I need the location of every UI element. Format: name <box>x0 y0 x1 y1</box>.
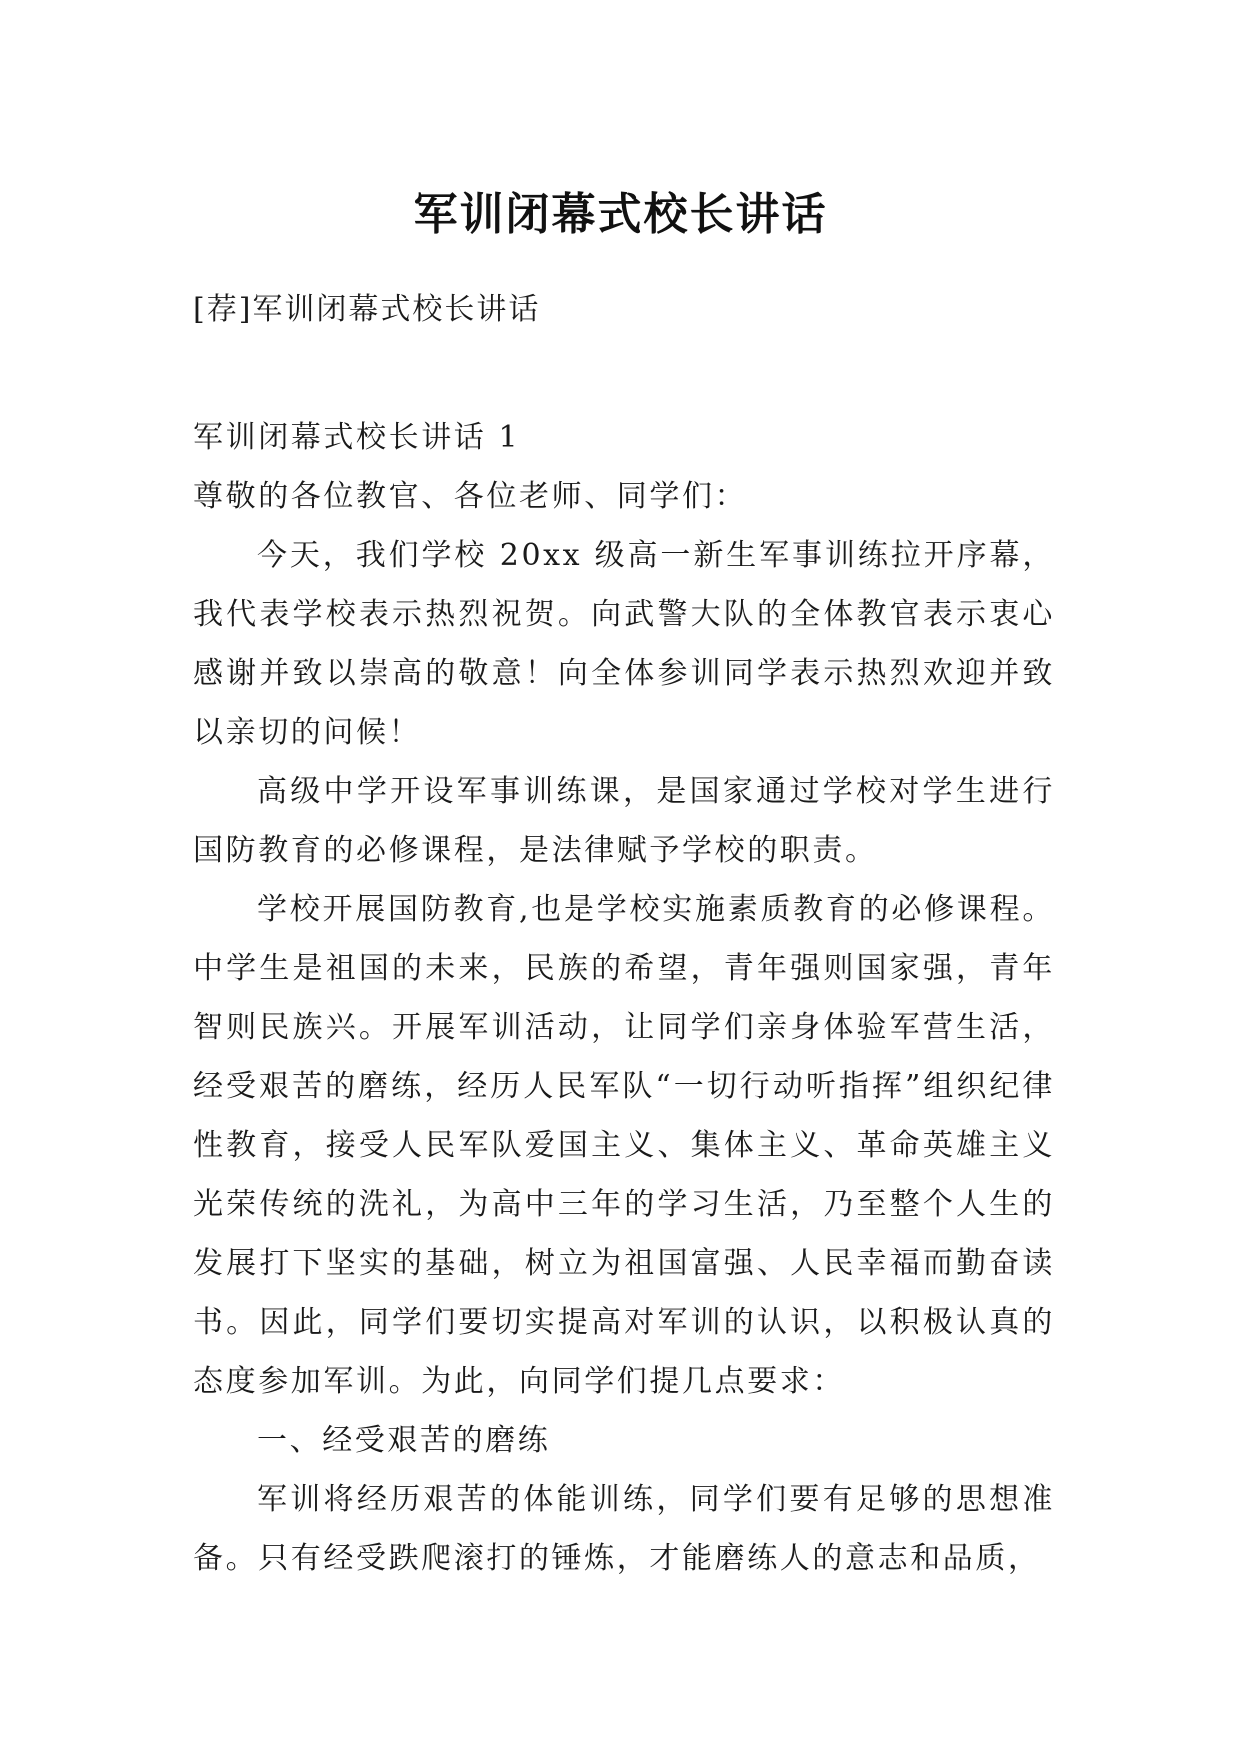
subsection-heading: 一、经受艰苦的磨练 <box>257 1423 551 1458</box>
body-paragraph: 高级中学开设军事训练课，是国家通过学校对学生进行国防教育的必修课程，是法律赋予学校的职责。 <box>193 774 1055 868</box>
document-subtitle: [荐]军训闭幕式校长讲话 <box>193 292 541 327</box>
document-body <box>193 408 1055 1588</box>
body-paragraph: 今天，我们学校 20xx 级高一新生军事训练拉开序幕，我代表学校表示热烈祝贺。向武警大队的全体教官表示衷心感谢并致以崇高的敬意！向全体参训同学表示热烈欢迎并致以亲切的问候！ <box>193 538 1055 750</box>
section-heading: 军训闭幕式校长讲话 1 <box>193 420 521 455</box>
salutation: 尊敬的各位教官、各位老师、同学们： <box>193 479 748 514</box>
body-paragraph: 军训将经历艰苦的体能训练，同学们要有足够的思想准备。只有经受跌爬滚打的锤炼，才能磨练人的意志和品质， <box>193 1482 1055 1576</box>
body-paragraph: 学校开展国防教育,也是学校实施素质教育的必修课程。中学生是祖国的未来，民族的希望，青年强则国家强，青年智则民族兴。开展军训活动，让同学们亲身体验军营生活，经受艰苦的磨练，经历人民军队“一切行动听指挥”组织纪律性教育，接受人民军队爱国主义、集体主义、革命英雄主义光荣传统的洗礼，为高中三年的学习生活，乃至整个人生的发展打下坚实的基础，树立为祖国富强、人民幸福而勤奋读书。因此，同学们要切实提高对军训的认识，以积极认真的态度参加军训。为此，向同学们提几点要求： <box>193 892 1055 1399</box>
document-title: 军训闭幕式校长讲话 <box>413 189 828 241</box>
